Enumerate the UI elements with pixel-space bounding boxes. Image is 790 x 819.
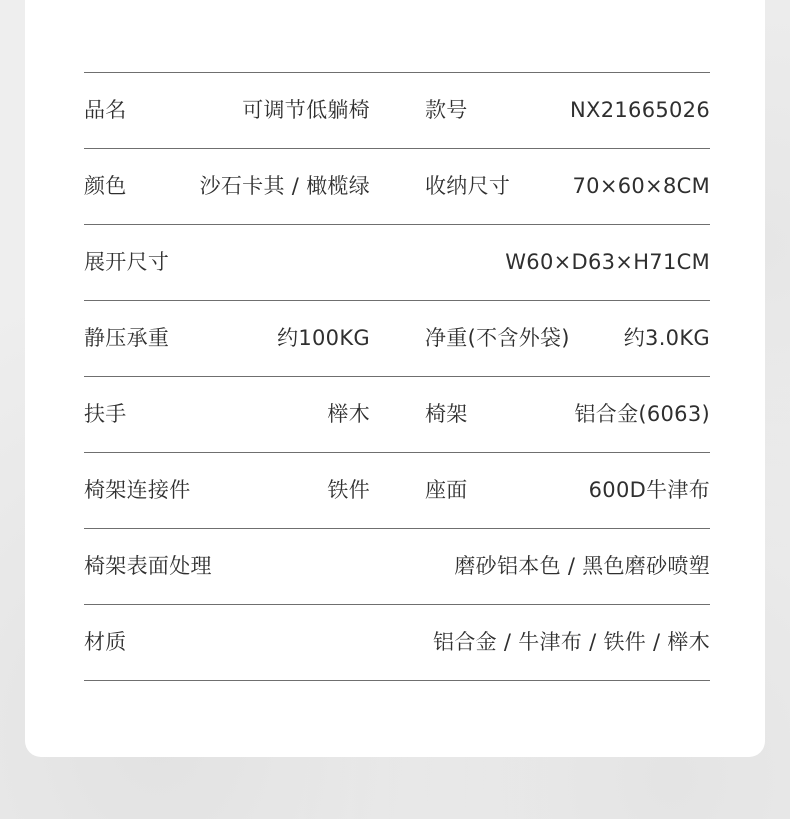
spec-label: 扶手 [84,402,127,426]
spec-label: 颜色 [84,174,127,198]
spec-label: 静压承重 [84,326,170,350]
spec-value: 铝合金(6063) [574,402,710,426]
spec-value: 约100KG [277,326,370,350]
spec-value: 铁件 [327,478,370,502]
spec-label: 净重(不含外袋) [425,326,570,350]
spec-table [84,72,710,681]
spec-row-surface [84,529,710,605]
spec-row-color [84,149,710,225]
spec-value: 榉木 [327,402,370,426]
spec-value: 约3.0KG [623,326,710,350]
spec-row-connector [84,453,710,529]
spec-value: 可调节低躺椅 [242,98,370,122]
spec-label: 展开尺寸 [84,250,170,274]
spec-label: 材质 [84,630,127,654]
spec-label: 椅架表面处理 [84,554,212,578]
spec-label: 椅架连接件 [84,478,191,502]
spec-row-name [84,73,710,149]
spec-value: 磨砂铝本色 / 黑色磨砂喷塑 [454,554,710,578]
spec-row-material [84,605,710,681]
spec-label: 椅架 [425,402,468,426]
spec-row-load [84,301,710,377]
spec-label: 品名 [84,98,127,122]
spec-value: 沙石卡其 / 橄榄绿 [199,174,370,198]
spec-value: 铝合金 / 牛津布 / 铁件 / 榉木 [433,630,710,654]
spec-label: 收纳尺寸 [425,174,511,198]
spec-label: 款号 [425,98,468,122]
spec-row-unfolded-size [84,225,710,301]
spec-label: 座面 [425,478,468,502]
spec-value: 70×60×8CM [572,174,710,198]
spec-value: 600D牛津布 [588,478,710,502]
spec-value: NX21665026 [570,98,710,122]
spec-value: W60×D63×H71CM [505,250,710,274]
spec-row-armrest [84,377,710,453]
